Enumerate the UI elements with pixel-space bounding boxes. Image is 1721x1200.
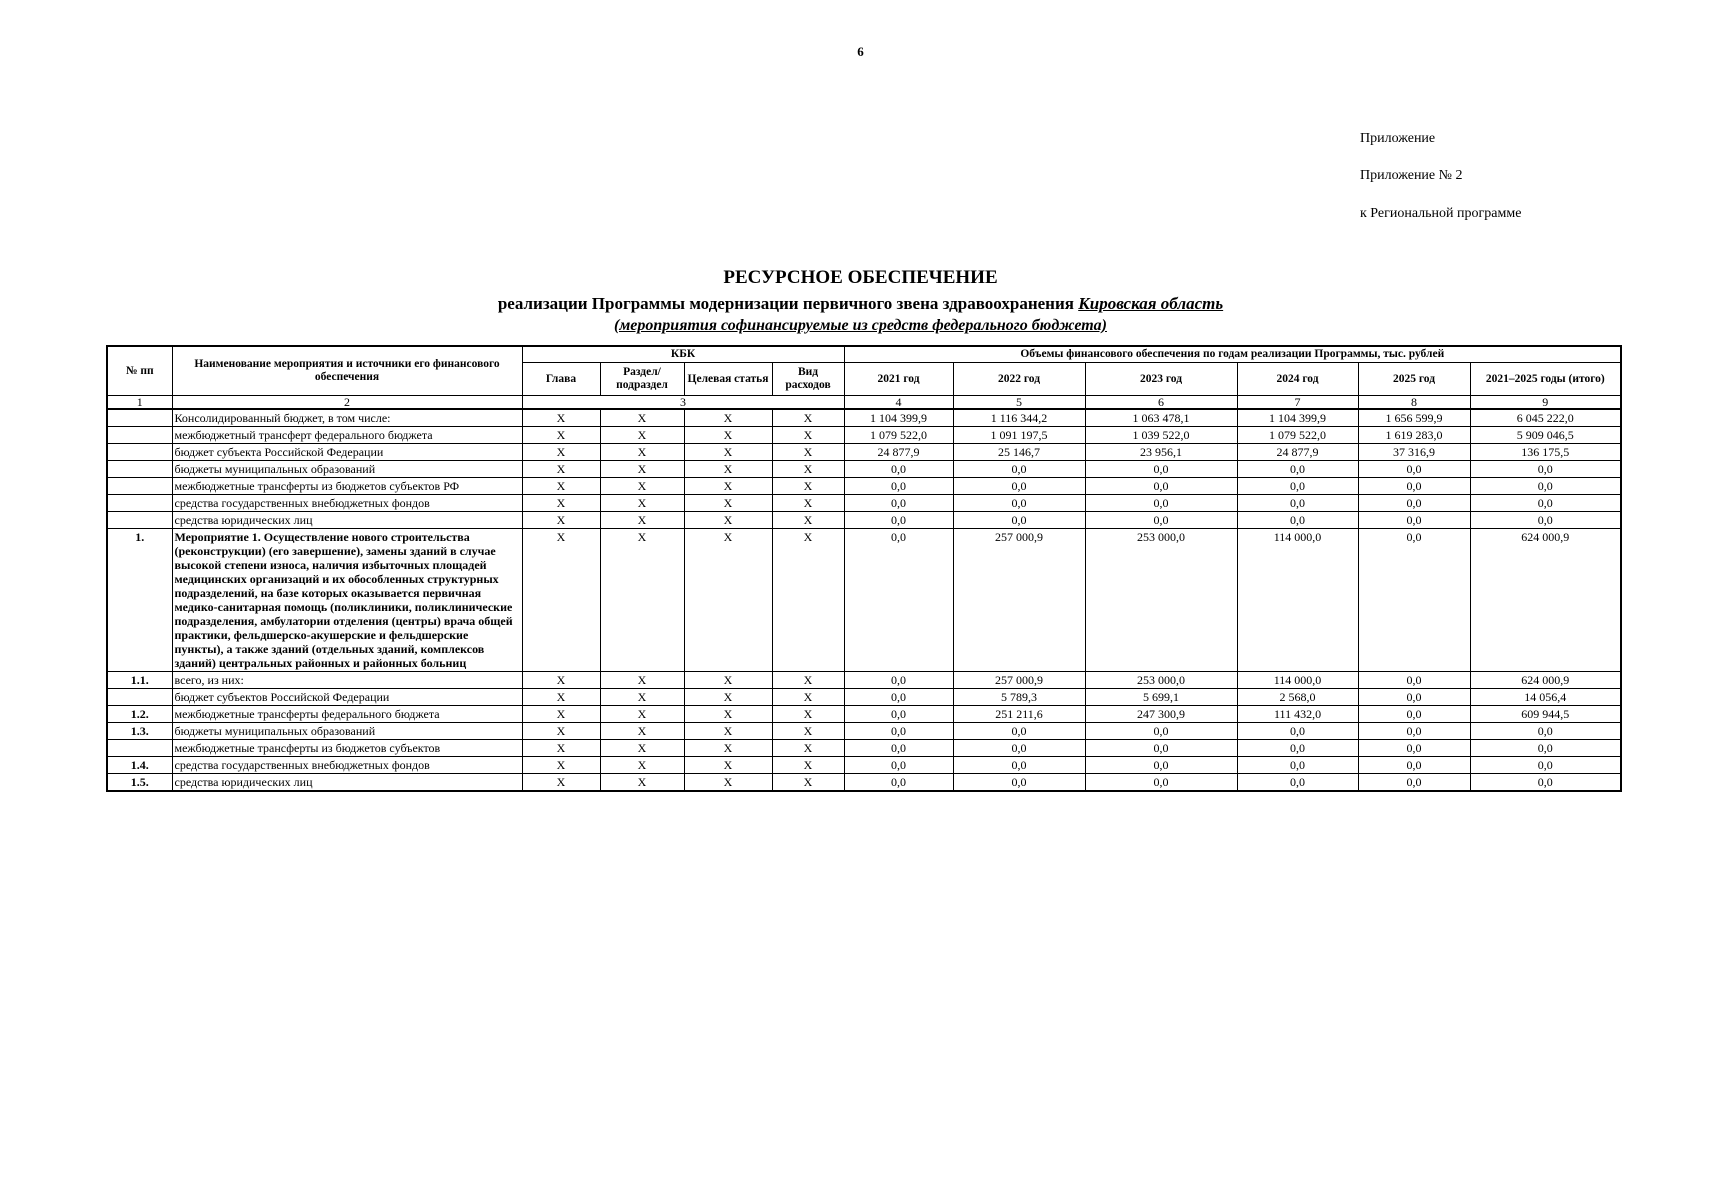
kbk-cell: X xyxy=(684,529,772,672)
value-cell: 0,0 xyxy=(844,740,953,757)
value-cell: 1 104 399,9 xyxy=(1237,409,1358,427)
header-num: № пп xyxy=(107,346,172,396)
kbk-cell: X xyxy=(684,495,772,512)
header-kbk-razdel: Раздел/ подраздел xyxy=(600,363,684,396)
row-name: бюджет субъекта Российской Федерации xyxy=(172,444,522,461)
kbk-cell: X xyxy=(522,689,600,706)
value-cell: 257 000,9 xyxy=(953,529,1085,672)
value-cell: 0,0 xyxy=(1085,774,1237,792)
value-cell: 1 091 197,5 xyxy=(953,427,1085,444)
header-name: Наименование мероприятия и источники его финансового обеспечения xyxy=(172,346,522,396)
document-title: РЕСУРСНОЕ ОБЕСПЕЧЕНИЕ xyxy=(723,267,998,288)
row-number xyxy=(107,478,172,495)
document-note: (мероприятия софинансируемые из средств федерального бюджета) xyxy=(614,317,1107,334)
row-number xyxy=(107,461,172,478)
table-row xyxy=(107,672,1621,689)
kbk-cell: X xyxy=(600,723,684,740)
value-cell: 0,0 xyxy=(844,774,953,792)
kbk-cell: X xyxy=(600,689,684,706)
value-cell: 0,0 xyxy=(1237,774,1358,792)
header-volumes: Объемы финансового обеспечения по годам реализации Программы, тыс. рублей xyxy=(844,346,1621,363)
value-cell: 0,0 xyxy=(1358,689,1470,706)
kbk-cell: X xyxy=(684,672,772,689)
value-cell: 1 656 599,9 xyxy=(1358,409,1470,427)
kbk-cell: X xyxy=(684,723,772,740)
table-row xyxy=(107,478,1621,495)
value-cell: 0,0 xyxy=(1358,529,1470,672)
value-cell: 0,0 xyxy=(1237,740,1358,757)
value-cell: 5 699,1 xyxy=(1085,689,1237,706)
value-cell: 1 116 344,2 xyxy=(953,409,1085,427)
table-row xyxy=(107,409,1621,427)
value-cell: 0,0 xyxy=(1470,495,1621,512)
value-cell: 0,0 xyxy=(953,723,1085,740)
kbk-cell: X xyxy=(684,409,772,427)
kbk-cell: X xyxy=(600,512,684,529)
value-cell: 24 877,9 xyxy=(1237,444,1358,461)
table-row xyxy=(107,757,1621,774)
value-cell: 0,0 xyxy=(1237,512,1358,529)
table-row xyxy=(107,740,1621,757)
appendix-number: Приложение № 2 xyxy=(1360,168,1463,183)
kbk-cell: X xyxy=(772,689,844,706)
index-cell: 4 xyxy=(844,396,953,410)
value-cell: 1 063 478,1 xyxy=(1085,409,1237,427)
value-cell: 0,0 xyxy=(1358,478,1470,495)
row-number xyxy=(107,495,172,512)
value-cell: 0,0 xyxy=(1085,461,1237,478)
row-name: всего, из них: xyxy=(172,672,522,689)
value-cell: 253 000,0 xyxy=(1085,529,1237,672)
header-year-2024: 2024 год xyxy=(1237,363,1358,396)
kbk-cell: X xyxy=(600,740,684,757)
row-name: Консолидированный бюджет, в том числе: xyxy=(172,409,522,427)
kbk-cell: X xyxy=(522,774,600,792)
value-cell: 5 789,3 xyxy=(953,689,1085,706)
kbk-cell: X xyxy=(684,774,772,792)
row-number xyxy=(107,512,172,529)
table-row xyxy=(107,444,1621,461)
value-cell: 6 045 222,0 xyxy=(1470,409,1621,427)
value-cell: 5 909 046,5 xyxy=(1470,427,1621,444)
kbk-cell: X xyxy=(600,461,684,478)
value-cell: 1 039 522,0 xyxy=(1085,427,1237,444)
kbk-cell: X xyxy=(684,461,772,478)
resource-table xyxy=(106,345,1622,792)
value-cell: 0,0 xyxy=(1470,757,1621,774)
kbk-cell: X xyxy=(522,706,600,723)
value-cell: 0,0 xyxy=(1085,757,1237,774)
value-cell: 136 175,5 xyxy=(1470,444,1621,461)
value-cell: 0,0 xyxy=(953,740,1085,757)
header-year-2023: 2023 год xyxy=(1085,363,1237,396)
index-cell: 5 xyxy=(953,396,1085,410)
value-cell: 624 000,9 xyxy=(1470,529,1621,672)
index-cell: 1 xyxy=(107,396,172,410)
value-cell: 14 056,4 xyxy=(1470,689,1621,706)
value-cell: 253 000,0 xyxy=(1085,672,1237,689)
appendix-reference: к Региональной программе xyxy=(1360,206,1522,221)
value-cell: 1 079 522,0 xyxy=(844,427,953,444)
kbk-cell: X xyxy=(772,757,844,774)
kbk-cell: X xyxy=(522,529,600,672)
table-row xyxy=(107,495,1621,512)
value-cell: 0,0 xyxy=(1237,461,1358,478)
kbk-cell: X xyxy=(522,478,600,495)
value-cell: 0,0 xyxy=(953,461,1085,478)
table-row xyxy=(107,706,1621,723)
header-year-2021: 2021 год xyxy=(844,363,953,396)
value-cell: 0,0 xyxy=(1358,672,1470,689)
value-cell: 0,0 xyxy=(1085,512,1237,529)
kbk-cell: X xyxy=(600,774,684,792)
kbk-cell: X xyxy=(684,444,772,461)
value-cell: 2 568,0 xyxy=(1237,689,1358,706)
row-name: межбюджетные трансферты из бюджетов субъектов xyxy=(172,740,522,757)
kbk-cell: X xyxy=(522,444,600,461)
value-cell: 0,0 xyxy=(844,461,953,478)
row-number xyxy=(107,427,172,444)
value-cell: 0,0 xyxy=(844,757,953,774)
kbk-cell: X xyxy=(522,723,600,740)
row-name: бюджет субъектов Российской Федерации xyxy=(172,689,522,706)
value-cell: 1 619 283,0 xyxy=(1358,427,1470,444)
row-number: 1. xyxy=(107,529,172,672)
kbk-cell: X xyxy=(684,478,772,495)
kbk-cell: X xyxy=(600,529,684,672)
row-number: 1.4. xyxy=(107,757,172,774)
kbk-cell: X xyxy=(772,427,844,444)
value-cell: 0,0 xyxy=(844,529,953,672)
kbk-cell: X xyxy=(522,409,600,427)
value-cell: 0,0 xyxy=(1470,478,1621,495)
table-row xyxy=(107,774,1621,792)
value-cell: 25 146,7 xyxy=(953,444,1085,461)
subtitle-text: реализации Программы модернизации первичного звена здравоохранения xyxy=(497,294,1079,313)
row-number xyxy=(107,444,172,461)
value-cell: 1 079 522,0 xyxy=(1237,427,1358,444)
value-cell: 0,0 xyxy=(953,512,1085,529)
kbk-cell: X xyxy=(600,757,684,774)
kbk-cell: X xyxy=(600,409,684,427)
kbk-cell: X xyxy=(772,529,844,672)
value-cell: 0,0 xyxy=(1085,723,1237,740)
kbk-cell: X xyxy=(600,478,684,495)
value-cell: 0,0 xyxy=(1085,478,1237,495)
kbk-cell: X xyxy=(522,672,600,689)
table-row xyxy=(107,689,1621,706)
value-cell: 0,0 xyxy=(1470,740,1621,757)
value-cell: 609 944,5 xyxy=(1470,706,1621,723)
index-cell: 3 xyxy=(522,396,844,410)
value-cell: 0,0 xyxy=(1237,723,1358,740)
kbk-cell: X xyxy=(684,689,772,706)
row-name: средства государственных внебюджетных фондов xyxy=(172,495,522,512)
value-cell: 0,0 xyxy=(1358,723,1470,740)
value-cell: 0,0 xyxy=(1470,461,1621,478)
row-name: средства юридических лиц xyxy=(172,512,522,529)
kbk-cell: X xyxy=(772,461,844,478)
header-kbk-vid: Вид расходов xyxy=(772,363,844,396)
row-name: межбюджетные трансферты федерального бюджета xyxy=(172,706,522,723)
kbk-cell: X xyxy=(772,723,844,740)
kbk-cell: X xyxy=(522,427,600,444)
row-number: 1.1. xyxy=(107,672,172,689)
header-year-total: 2021–2025 годы (итого) xyxy=(1470,363,1621,396)
kbk-cell: X xyxy=(600,706,684,723)
value-cell: 0,0 xyxy=(844,478,953,495)
kbk-cell: X xyxy=(772,706,844,723)
kbk-cell: X xyxy=(600,495,684,512)
value-cell: 0,0 xyxy=(1358,757,1470,774)
kbk-cell: X xyxy=(772,774,844,792)
index-cell: 2 xyxy=(172,396,522,410)
row-name: межбюджетный трансферт федерального бюджета xyxy=(172,427,522,444)
kbk-cell: X xyxy=(772,478,844,495)
row-name: бюджеты муниципальных образований xyxy=(172,461,522,478)
row-name: бюджеты муниципальных образований xyxy=(172,723,522,740)
kbk-cell: X xyxy=(772,444,844,461)
table-body xyxy=(107,409,1621,791)
value-cell: 114 000,0 xyxy=(1237,672,1358,689)
value-cell: 0,0 xyxy=(1358,706,1470,723)
value-cell: 111 432,0 xyxy=(1237,706,1358,723)
value-cell: 0,0 xyxy=(953,774,1085,792)
value-cell: 0,0 xyxy=(1470,512,1621,529)
row-number: 1.5. xyxy=(107,774,172,792)
header-kbk-glava: Глава xyxy=(522,363,600,396)
value-cell: 0,0 xyxy=(1085,495,1237,512)
value-cell: 251 211,6 xyxy=(953,706,1085,723)
page-number: 6 xyxy=(857,44,864,59)
value-cell: 0,0 xyxy=(844,723,953,740)
value-cell: 247 300,9 xyxy=(1085,706,1237,723)
value-cell: 0,0 xyxy=(1237,495,1358,512)
value-cell: 0,0 xyxy=(844,512,953,529)
value-cell: 0,0 xyxy=(953,478,1085,495)
header-year-2025: 2025 год xyxy=(1358,363,1470,396)
kbk-cell: X xyxy=(772,409,844,427)
table-row xyxy=(107,512,1621,529)
kbk-cell: X xyxy=(600,444,684,461)
value-cell: 114 000,0 xyxy=(1237,529,1358,672)
kbk-cell: X xyxy=(772,672,844,689)
kbk-cell: X xyxy=(522,495,600,512)
kbk-cell: X xyxy=(522,740,600,757)
region-name: Кировская область xyxy=(1078,294,1224,313)
appendix-label: Приложение xyxy=(1360,131,1436,146)
table-row xyxy=(107,723,1621,740)
kbk-cell: X xyxy=(522,512,600,529)
value-cell: 23 956,1 xyxy=(1085,444,1237,461)
kbk-cell: X xyxy=(684,427,772,444)
row-number xyxy=(107,409,172,427)
row-number xyxy=(107,740,172,757)
value-cell: 0,0 xyxy=(844,706,953,723)
value-cell: 257 000,9 xyxy=(953,672,1085,689)
kbk-cell: X xyxy=(600,427,684,444)
value-cell: 24 877,9 xyxy=(844,444,953,461)
value-cell: 624 000,9 xyxy=(1470,672,1621,689)
kbk-cell: X xyxy=(772,512,844,529)
header-year-2022: 2022 год xyxy=(953,363,1085,396)
table-row xyxy=(107,529,1621,672)
row-name: Мероприятие 1. Осуществление нового строительства (реконструкции) (его завершение), замены зданий в случае высокой степени износа, наличия избыточных площадей медицинских организаций и их обособленных структурных подразделений, на базе которых оказывается первичная медико-санитарная помощь (поликлиники, поликлинические подразделения, амбулатории отделения (центры) врача общей практики, фельдшерско-акушерские и фельдшерские пункты), а также зданий (отдельных зданий, комплексов зданий) центральных районных и районных больниц xyxy=(172,529,522,672)
row-name: межбюджетные трансферты из бюджетов субъектов РФ xyxy=(172,478,522,495)
value-cell: 0,0 xyxy=(1358,495,1470,512)
index-cell: 7 xyxy=(1237,396,1358,410)
value-cell: 0,0 xyxy=(844,495,953,512)
value-cell: 0,0 xyxy=(953,757,1085,774)
kbk-cell: X xyxy=(684,706,772,723)
value-cell: 0,0 xyxy=(1358,461,1470,478)
value-cell: 0,0 xyxy=(1085,740,1237,757)
value-cell: 0,0 xyxy=(1237,478,1358,495)
index-cell: 6 xyxy=(1085,396,1237,410)
header-kbk-statya: Целевая статья xyxy=(684,363,772,396)
index-cell: 8 xyxy=(1358,396,1470,410)
value-cell: 0,0 xyxy=(1358,512,1470,529)
value-cell: 1 104 399,9 xyxy=(844,409,953,427)
kbk-cell: X xyxy=(684,757,772,774)
document-subtitle xyxy=(0,294,1721,314)
value-cell: 0,0 xyxy=(844,689,953,706)
kbk-cell: X xyxy=(600,672,684,689)
row-number: 1.3. xyxy=(107,723,172,740)
kbk-cell: X xyxy=(522,757,600,774)
header-kbk: КБК xyxy=(522,346,844,363)
value-cell: 0,0 xyxy=(1358,740,1470,757)
table-row xyxy=(107,427,1621,444)
kbk-cell: X xyxy=(684,512,772,529)
value-cell: 0,0 xyxy=(1470,723,1621,740)
value-cell: 0,0 xyxy=(1358,774,1470,792)
table-row xyxy=(107,461,1621,478)
value-cell: 0,0 xyxy=(1470,774,1621,792)
row-name: средства юридических лиц xyxy=(172,774,522,792)
kbk-cell: X xyxy=(684,740,772,757)
row-number: 1.2. xyxy=(107,706,172,723)
value-cell: 0,0 xyxy=(953,495,1085,512)
value-cell: 0,0 xyxy=(1237,757,1358,774)
kbk-cell: X xyxy=(522,461,600,478)
value-cell: 37 316,9 xyxy=(1358,444,1470,461)
row-number xyxy=(107,689,172,706)
row-name: средства государственных внебюджетных фондов xyxy=(172,757,522,774)
index-cell: 9 xyxy=(1470,396,1621,410)
kbk-cell: X xyxy=(772,495,844,512)
kbk-cell: X xyxy=(772,740,844,757)
value-cell: 0,0 xyxy=(844,672,953,689)
